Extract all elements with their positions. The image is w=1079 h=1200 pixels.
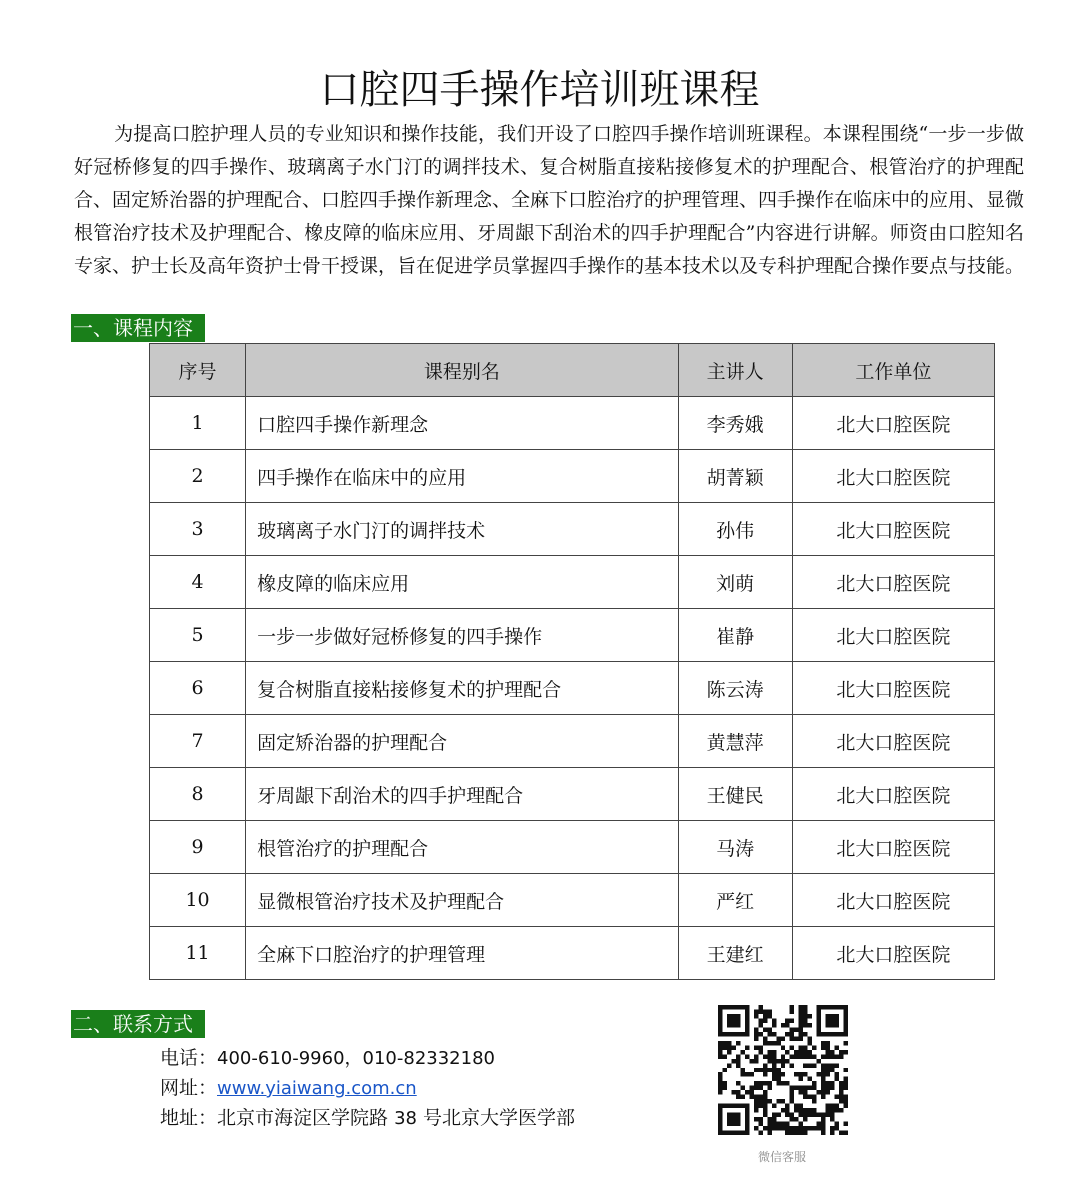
cell-course-name: 复合树脂直接粘接修复术的护理配合 bbox=[246, 662, 679, 715]
section-heading-course-content: 一、课程内容 bbox=[71, 314, 205, 342]
cell-organization: 北大口腔医院 bbox=[792, 397, 994, 450]
website-link[interactable]: www.yiaiwang.com.cn bbox=[217, 1078, 417, 1099]
section-heading-contact: 二、联系方式 bbox=[71, 1010, 205, 1038]
cell-speaker: 孙伟 bbox=[678, 503, 792, 556]
website-label: 网址： bbox=[160, 1077, 218, 1099]
table-header-row bbox=[150, 344, 995, 397]
table-row bbox=[150, 821, 995, 874]
cell-organization: 北大口腔医院 bbox=[792, 768, 994, 821]
cell-organization: 北大口腔医院 bbox=[792, 874, 994, 927]
table-row bbox=[150, 397, 995, 450]
page-title: 口腔四手操作培训班课程 bbox=[319, 67, 760, 113]
cell-course-name: 显微根管治疗技术及护理配合 bbox=[246, 874, 679, 927]
cell-organization: 北大口腔医院 bbox=[792, 609, 994, 662]
table-row bbox=[150, 715, 995, 768]
phone-line bbox=[160, 1043, 575, 1073]
intro-paragraph bbox=[74, 118, 1024, 283]
course-table-body bbox=[150, 397, 995, 980]
cell-index: 7 bbox=[150, 715, 246, 768]
address-line bbox=[160, 1103, 575, 1133]
table-row bbox=[150, 503, 995, 556]
cell-organization: 北大口腔医院 bbox=[792, 715, 994, 768]
cell-course-name: 橡皮障的临床应用 bbox=[246, 556, 679, 609]
cell-speaker: 黄慧萍 bbox=[678, 715, 792, 768]
cell-course-name: 一步一步做好冠桥修复的四手操作 bbox=[246, 609, 679, 662]
address-label: 地址： bbox=[160, 1107, 218, 1129]
table-row bbox=[150, 874, 995, 927]
cell-course-name: 四手操作在临床中的应用 bbox=[246, 450, 679, 503]
address-part-2: 号北京大学医学部 bbox=[416, 1107, 576, 1129]
qr-code-icon bbox=[718, 1005, 848, 1135]
cell-index: 8 bbox=[150, 768, 246, 821]
wechat-qr-block bbox=[708, 1000, 856, 1168]
cell-speaker: 严红 bbox=[678, 874, 792, 927]
cell-index: 10 bbox=[150, 874, 246, 927]
cell-speaker: 李秀娥 bbox=[678, 397, 792, 450]
cell-index: 9 bbox=[150, 821, 246, 874]
table-row bbox=[150, 662, 995, 715]
cell-index: 11 bbox=[150, 927, 246, 980]
header-organization: 工作单位 bbox=[792, 344, 994, 397]
cell-course-name: 牙周龈下刮治术的四手护理配合 bbox=[246, 768, 679, 821]
cell-organization: 北大口腔医院 bbox=[792, 927, 994, 980]
cell-speaker: 崔静 bbox=[678, 609, 792, 662]
cell-speaker: 胡菁颖 bbox=[678, 450, 792, 503]
table-row bbox=[150, 927, 995, 980]
cell-course-name: 口腔四手操作新理念 bbox=[246, 397, 679, 450]
table-row bbox=[150, 556, 995, 609]
cell-speaker: 马涛 bbox=[678, 821, 792, 874]
address-number: 38 bbox=[394, 1108, 417, 1129]
website-line bbox=[160, 1073, 575, 1103]
cell-course-name: 固定矫治器的护理配合 bbox=[246, 715, 679, 768]
cell-speaker: 王健民 bbox=[678, 768, 792, 821]
table-row bbox=[150, 609, 995, 662]
cell-index: 4 bbox=[150, 556, 246, 609]
cell-index: 2 bbox=[150, 450, 246, 503]
cell-organization: 北大口腔医院 bbox=[792, 556, 994, 609]
course-table bbox=[149, 343, 995, 980]
cell-index: 1 bbox=[150, 397, 246, 450]
table-row bbox=[150, 450, 995, 503]
address-part-1: 北京市海淀区学院路 bbox=[217, 1107, 395, 1129]
intro-text: 为提高口腔护理人员的专业知识和操作技能，我们开设了口腔四手操作培训班课程。本课程围绕“一步一步做好冠桥修复的四手操作、玻璃离子水门汀的调拌技术、复合树脂直接粘接修复术的护理配合、根管治疗的护理配合、固定矫治器的护理配合、口腔四手操作新理念、全麻下口腔治疗的护理管理、四手操作在临床中的应用、显微根管治疗技术及护理配合、橡皮障的临床应用、牙周龈下刮治术的四手护理配合”内容进行讲解。师资由口腔知名专家、护士长及高年资护士骨干授课，旨在促进学员掌握四手操作的基本技术以及专科护理配合操作要点与技能。 bbox=[74, 123, 1025, 277]
cell-course-name: 全麻下口腔治疗的护理管理 bbox=[246, 927, 679, 980]
cell-organization: 北大口腔医院 bbox=[792, 450, 994, 503]
phone-value: 400-610-9960，010-82332180 bbox=[217, 1048, 495, 1069]
qr-caption: 微信客服 bbox=[757, 1150, 806, 1164]
cell-speaker: 陈云涛 bbox=[678, 662, 792, 715]
header-speaker: 主讲人 bbox=[678, 344, 792, 397]
cell-organization: 北大口腔医院 bbox=[792, 821, 994, 874]
table-row bbox=[150, 768, 995, 821]
cell-organization: 北大口腔医院 bbox=[792, 662, 994, 715]
contact-info bbox=[160, 1043, 575, 1133]
cell-speaker: 王建红 bbox=[678, 927, 792, 980]
phone-label: 电话： bbox=[160, 1047, 218, 1069]
cell-index: 6 bbox=[150, 662, 246, 715]
cell-speaker: 刘萌 bbox=[678, 556, 792, 609]
cell-course-name: 玻璃离子水门汀的调拌技术 bbox=[246, 503, 679, 556]
header-index: 序号 bbox=[150, 344, 246, 397]
cell-index: 5 bbox=[150, 609, 246, 662]
header-course-name: 课程别名 bbox=[246, 344, 679, 397]
cell-organization: 北大口腔医院 bbox=[792, 503, 994, 556]
cell-course-name: 根管治疗的护理配合 bbox=[246, 821, 679, 874]
cell-index: 3 bbox=[150, 503, 246, 556]
